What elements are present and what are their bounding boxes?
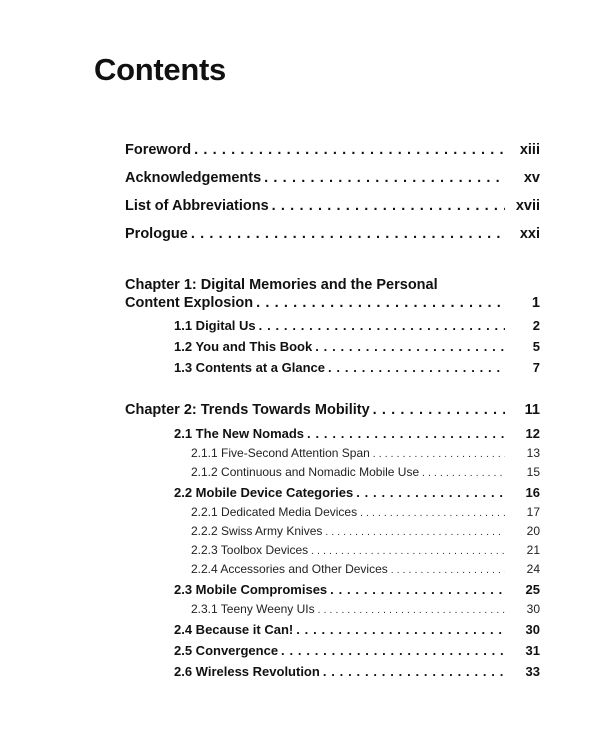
- toc-entry-title: Prologue: [125, 226, 188, 242]
- dot-leader: [296, 622, 505, 637]
- toc-entry-title: 2.1.2 Continuous and Nomadic Mobile Use: [191, 465, 420, 479]
- toc-entry-page: 31: [525, 643, 540, 658]
- dot-leader: [356, 485, 505, 500]
- toc-entry-subsection[interactable]: [125, 543, 540, 557]
- toc-entry-title: List of Abbreviations: [125, 198, 269, 214]
- toc-entry-title: Acknowledgements: [125, 170, 262, 186]
- toc-entry-page: 13: [526, 446, 540, 460]
- toc-entry-page: 30: [525, 622, 540, 637]
- toc-entry-section[interactable]: [125, 426, 540, 441]
- toc-entry-chapter-2[interactable]: [125, 402, 540, 418]
- dot-leader: [259, 318, 505, 333]
- toc-entry-page: 12: [525, 426, 540, 441]
- dot-leader: [315, 339, 505, 354]
- toc-entry-title: Foreword: [125, 142, 192, 158]
- toc-entry-page: xvii: [515, 198, 540, 214]
- toc-entry-page: 15: [526, 465, 540, 479]
- toc-entry-acknowledgements[interactable]: [125, 170, 540, 186]
- dot-leader: [328, 360, 505, 375]
- toc-entry-subsection[interactable]: [125, 562, 540, 576]
- toc-entry-title: 2.1.1 Five-Second Attention Span: [191, 446, 370, 460]
- toc-entry-page: 2: [532, 318, 540, 333]
- dot-leader: [422, 468, 505, 479]
- toc-entry-prologue[interactable]: [125, 226, 540, 242]
- dot-leader: [323, 664, 505, 679]
- toc-entry-title: Content Explosion: [125, 295, 254, 311]
- toc-entry-subsection[interactable]: [125, 602, 540, 616]
- toc-entry-subsection[interactable]: [125, 446, 540, 460]
- toc-entry-section[interactable]: [125, 360, 540, 375]
- toc-entry-subsection[interactable]: [125, 465, 540, 479]
- toc-entry-title: 1.2 You and This Book: [174, 339, 313, 354]
- toc-entry-page: 33: [525, 664, 540, 679]
- toc-entry-title: 2.5 Convergence: [174, 643, 279, 658]
- toc-entry-page: 30: [526, 602, 540, 616]
- toc-entry-page: 24: [526, 562, 540, 576]
- toc-entry-title: 2.6 Wireless Revolution: [174, 664, 320, 679]
- dot-leader: [256, 295, 505, 311]
- dot-leader: [281, 643, 505, 658]
- dot-leader: [194, 142, 505, 158]
- dot-leader: [191, 226, 505, 242]
- toc-entry-page: 25: [525, 582, 540, 597]
- toc-entry-title: 2.3 Mobile Compromises: [174, 582, 328, 597]
- toc-entry-title: 2.2.1 Dedicated Media Devices: [191, 505, 358, 519]
- toc-entry-title: 2.4 Because it Can!: [174, 622, 294, 637]
- dot-leader: [373, 402, 505, 418]
- toc-entry-section[interactable]: [125, 485, 540, 500]
- toc-entry-page: 17: [526, 505, 540, 519]
- toc-entry-title: Chapter 2: Trends Towards Mobility: [125, 402, 370, 418]
- toc-entry-subsection[interactable]: [125, 524, 540, 538]
- toc-entry-page: 20: [526, 524, 540, 538]
- dot-leader: [272, 198, 505, 214]
- toc-entry-section[interactable]: [125, 664, 540, 679]
- toc-entry-page: 1: [531, 295, 540, 311]
- toc-entry-page: xiii: [519, 142, 540, 158]
- dot-leader: [325, 527, 505, 538]
- toc-entry-title: 2.2.2 Swiss Army Knives: [191, 524, 323, 538]
- toc-entry-title: 2.3.1 Teeny Weeny UIs: [191, 602, 315, 616]
- toc-entry-subsection[interactable]: [125, 505, 540, 519]
- toc-entry-section[interactable]: [125, 318, 540, 333]
- dot-leader: [318, 605, 505, 616]
- toc-entry-title: 2.1 The New Nomads: [174, 426, 305, 441]
- toc-entry-section[interactable]: [125, 622, 540, 637]
- dot-leader: [360, 508, 505, 519]
- toc-entry-page: xxi: [519, 226, 540, 242]
- dot-leader: [307, 426, 505, 441]
- dot-leader: [330, 582, 505, 597]
- toc-entry-section[interactable]: [125, 643, 540, 658]
- toc-entry-page: 7: [532, 360, 540, 375]
- toc-entry-title: 1.1 Digital Us: [174, 318, 256, 333]
- toc-entry-page: 5: [532, 339, 540, 354]
- chapter-1-title-line-1[interactable]: Chapter 1: Digital Memories and the Personal: [125, 277, 438, 293]
- toc-entry-title: 2.2.4 Accessories and Other Devices: [191, 562, 388, 576]
- dot-leader: [264, 170, 505, 186]
- dot-leader: [391, 565, 505, 576]
- toc-entry-list-of-abbreviations[interactable]: [125, 198, 540, 214]
- toc-entry-title: 2.2.3 Toolbox Devices: [191, 543, 309, 557]
- toc-entry-title: 2.2 Mobile Device Categories: [174, 485, 354, 500]
- toc-entry-page: 21: [526, 543, 540, 557]
- toc-entry-section[interactable]: [125, 339, 540, 354]
- dot-leader: [373, 449, 505, 460]
- toc-entry-page: xv: [523, 170, 540, 186]
- toc-entry-chapter-1[interactable]: [125, 295, 540, 311]
- toc-entry-section[interactable]: [125, 582, 540, 597]
- page-title: Contents: [94, 52, 226, 87]
- dot-leader: [311, 546, 505, 557]
- toc-entry-page: 16: [525, 485, 540, 500]
- toc-entry-title: 1.3 Contents at a Glance: [174, 360, 325, 375]
- toc-entry-foreword[interactable]: [125, 142, 540, 158]
- toc-entry-page: 11: [524, 402, 540, 418]
